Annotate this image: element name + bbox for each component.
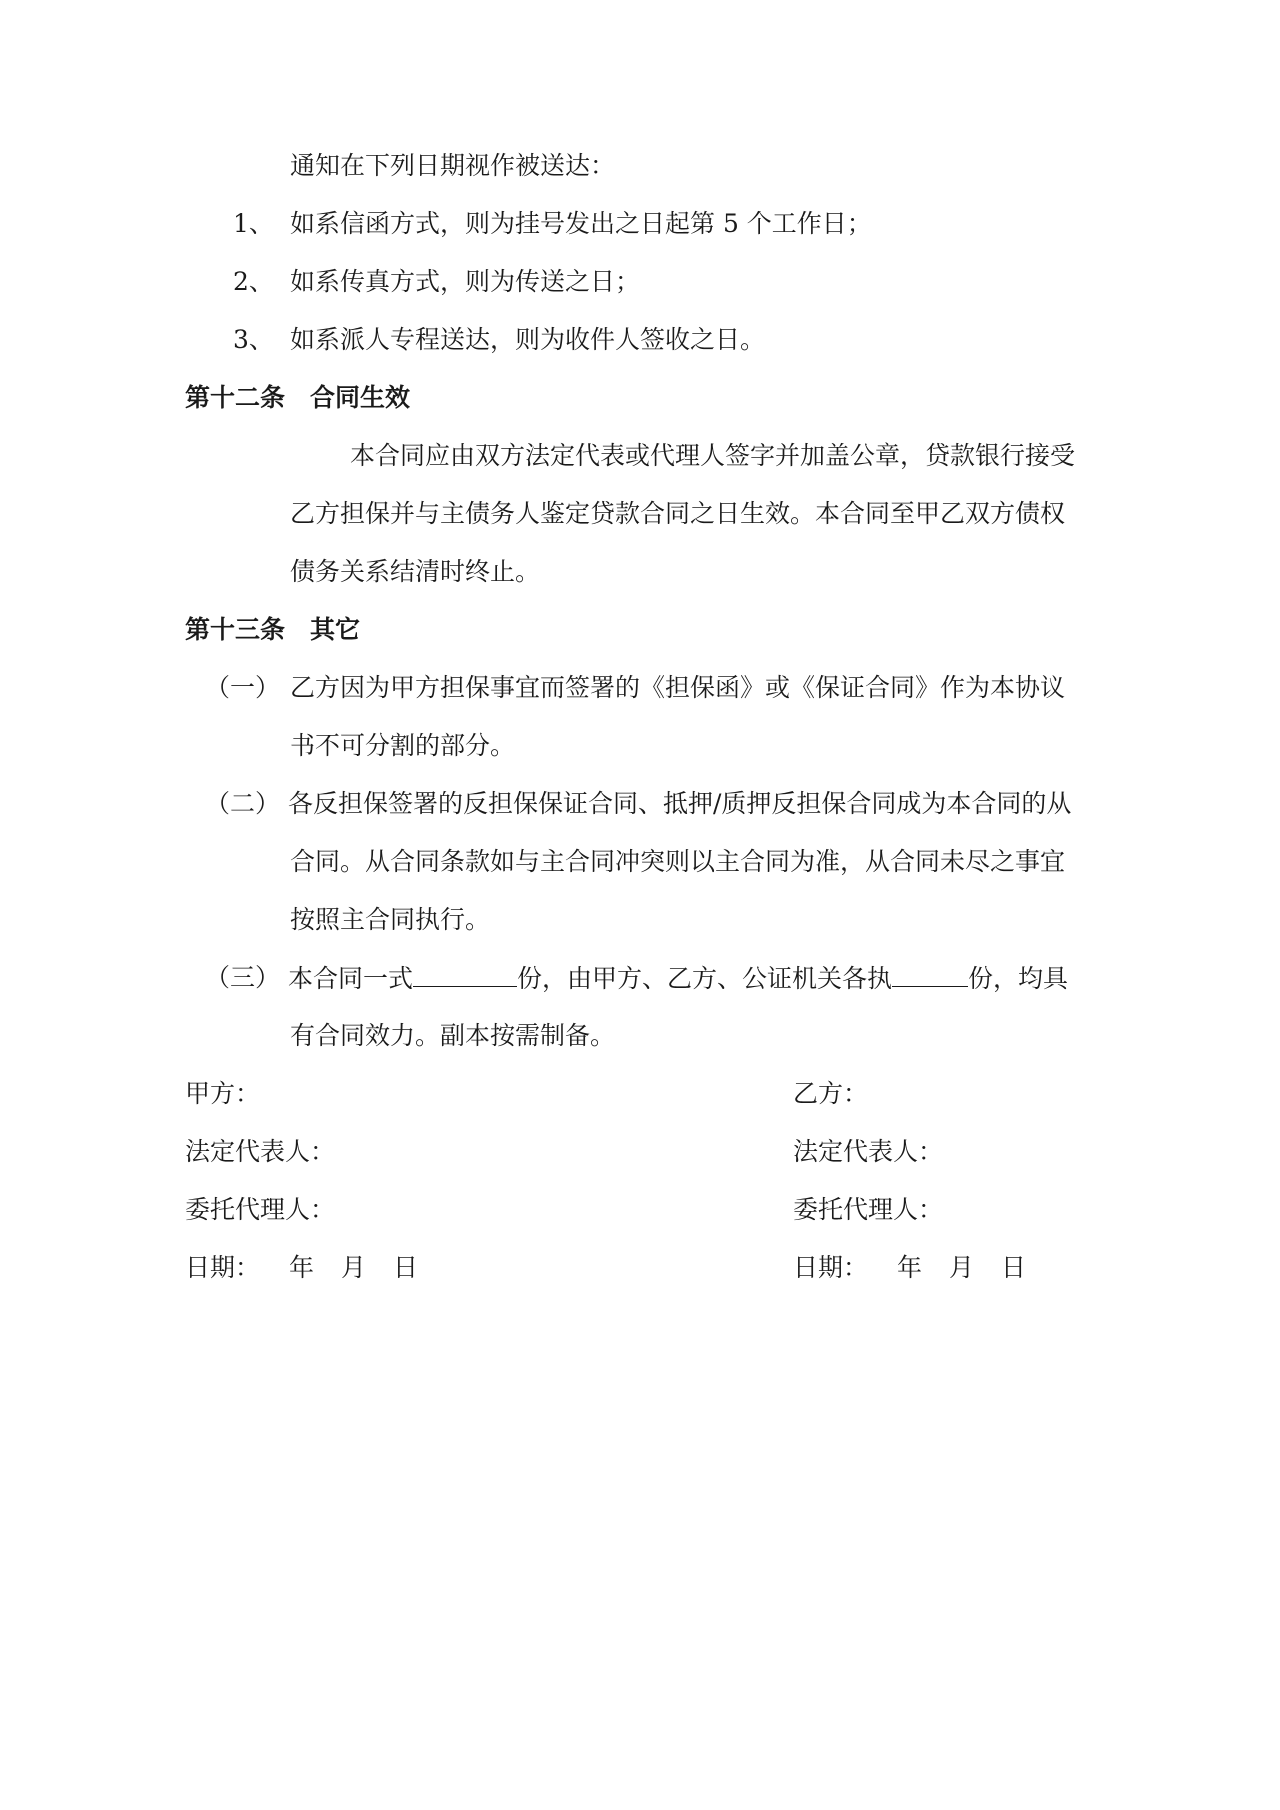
- article-13-item-line: 合同。从合同条款如与主合同冲突则以主合同为准，从合同未尽之事宜: [290, 847, 1066, 876]
- notice-item-number: 1、: [233, 209, 274, 238]
- each-party-copies-blank[interactable]: [892, 962, 968, 987]
- copies-clause-text: 份，均具: [968, 964, 1069, 993]
- total-copies-blank[interactable]: [413, 962, 517, 987]
- party-b-label: 乙方：: [793, 1079, 869, 1108]
- article-12-line: 乙方担保并与主债务人鉴定贷款合同之日生效。本合同至甲乙双方债权: [290, 499, 1066, 528]
- article-12-line: 本合同应由双方法定代表或代理人签字并加盖公章，贷款银行接受: [350, 441, 1076, 470]
- party-a-date-row: [185, 1252, 418, 1284]
- day-label: 日: [1001, 1253, 1027, 1282]
- party-b-authorized-agent-label: 委托代理人：: [793, 1195, 944, 1224]
- article-13-item-line: 按照主合同执行。: [290, 905, 491, 934]
- article-13-item-number: （二）: [205, 789, 281, 818]
- notice-intro: 通知在下列日期视作被送达：: [290, 151, 616, 180]
- article-12-line: 债务关系结清时终止。: [290, 557, 541, 586]
- party-a-legal-representative-label: 法定代表人：: [185, 1137, 336, 1166]
- notice-item-text: 如系信函方式，则为挂号发出之日起第 5 个工作日；: [290, 209, 872, 238]
- month-label: 月: [949, 1253, 975, 1282]
- party-b-date-row: [793, 1252, 1026, 1284]
- date-label: 日期：: [185, 1253, 261, 1282]
- article-12-heading: 第十二条 合同生效: [185, 383, 411, 412]
- month-label: 月: [341, 1253, 367, 1282]
- article-13-item-line: 乙方因为甲方担保事宜而签署的《担保函》或《保证合同》作为本协议: [290, 673, 1066, 702]
- notice-item-number: 3、: [233, 325, 274, 354]
- article-13-heading: 第十三条 其它: [185, 615, 361, 644]
- party-a-label: 甲方：: [185, 1079, 261, 1108]
- copies-clause: [288, 962, 1068, 995]
- year-label: 年: [289, 1253, 315, 1282]
- party-a-authorized-agent-label: 委托代理人：: [185, 1195, 336, 1224]
- article-13-item-line: 书不可分割的部分。: [290, 731, 516, 760]
- notice-item-text: 如系传真方式，则为传送之日；: [290, 267, 641, 296]
- article-13-item-number: （三）: [205, 963, 281, 992]
- article-13-item-line: 有合同效力。副本按需制备。: [290, 1021, 616, 1050]
- copies-clause-text: 本合同一式: [288, 964, 414, 993]
- notice-item-text: 如系派人专程送达，则为收件人签收之日。: [290, 325, 766, 354]
- date-label: 日期：: [793, 1253, 869, 1282]
- notice-item-number: 2、: [233, 267, 274, 296]
- year-label: 年: [897, 1253, 923, 1282]
- party-b-legal-representative-label: 法定代表人：: [793, 1137, 944, 1166]
- day-label: 日: [393, 1253, 419, 1282]
- article-13-item-number: （一）: [205, 673, 281, 702]
- copies-clause-text: 份，由甲方、乙方、公证机关各执: [517, 964, 893, 993]
- article-13-item-line: 各反担保签署的反担保保证合同、抵押/质押反担保合同成为本合同的从: [288, 789, 1072, 818]
